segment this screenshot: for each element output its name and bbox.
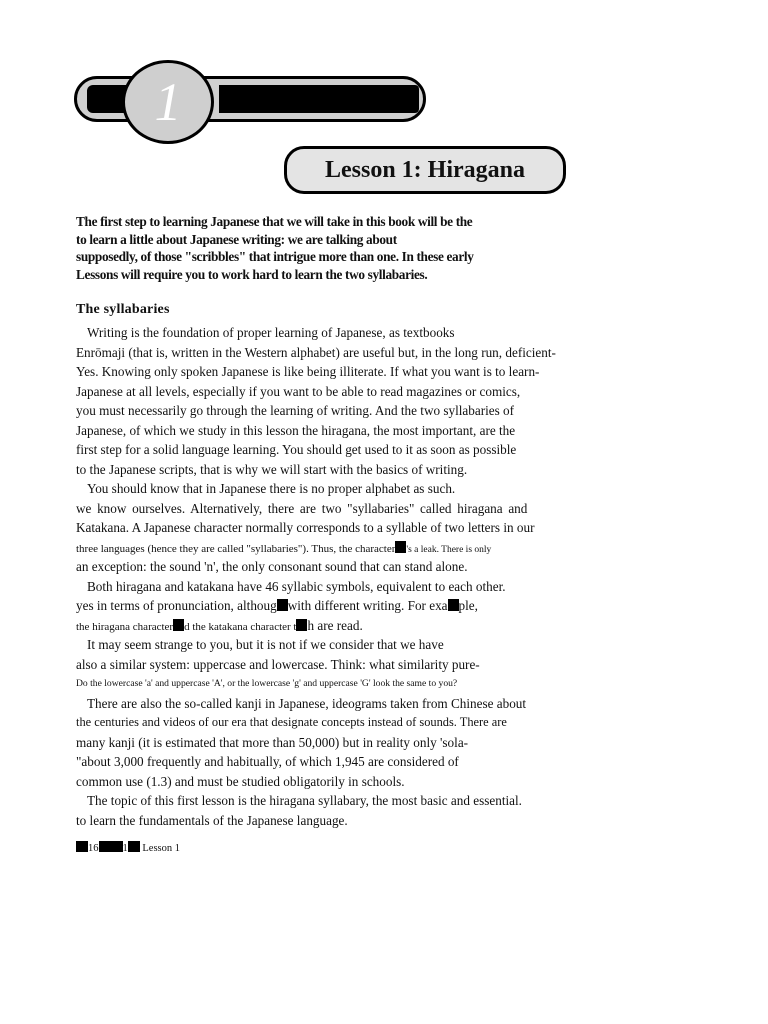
redaction-block — [395, 541, 406, 553]
body-line: common use (1.3) and must be studied obligatorily in schools. — [76, 773, 405, 789]
body-line: an exception: the sound 'n', the only consonant sound that can stand alone. — [76, 559, 468, 574]
body-line: Japanese at all levels, especially if you want to be able to read magazines or comics, — [76, 383, 521, 399]
body-line: you must necessarily go through the learning of writing. And the two syllabaries of — [76, 403, 515, 418]
body-line — [76, 616, 596, 636]
body-line: Yes. Knowing only spoken Japanese is like being illiterate. If what you want is to learn- — [76, 364, 540, 379]
redaction-block — [99, 841, 111, 852]
banner-bar-right — [219, 85, 419, 113]
body-line: It may seem strange to you, but it is not if we consider that we have — [87, 637, 444, 652]
body-segment: 's a leak. There is only — [406, 544, 492, 555]
body-line: first step for a solid language learning. You should get used to it as soon as possible — [76, 442, 517, 457]
body-line: You should know that in Japanese there is no proper alphabet as such. — [87, 481, 456, 496]
body-segment: h are read. — [307, 617, 363, 633]
body-line: Do the lowercase 'a' and uppercase 'A', or the lowercase 'g' and uppercase 'G' look the same to you? — [76, 678, 458, 689]
banner-bar-left — [87, 85, 127, 113]
body-text — [76, 323, 596, 830]
redaction-block — [128, 841, 140, 852]
body-line: to learn the fundamentals of the Japanese language. — [76, 812, 348, 828]
body-line: The topic of this first lesson is the hiragana syllabary, the most basic and essential. — [87, 793, 522, 808]
redaction-block — [76, 841, 88, 852]
lesson-title: Lesson 1: Hiragana — [284, 146, 566, 194]
body-line: There are also the so-called kanji in Japanese, ideograms taken from Chinese about — [87, 695, 527, 711]
body-segment: with different writing. For exa — [287, 598, 448, 613]
body-line: the centuries and videos of our era that designate concepts instead of sounds. There are — [76, 715, 507, 729]
body-line: Writing is the foundation of proper learning of Japanese, as textbooks — [87, 325, 455, 340]
intro-line: supposedly, of those "scribbles" that intrigue more than one. In these early — [76, 249, 474, 264]
body-line: Enrōmaji (that is, written in the Western alphabet) are useful but, in the long run, deficient- — [76, 344, 556, 360]
redaction-block — [277, 599, 288, 611]
body-line: Japanese, of which we study in this lesson the hiragana, the most important, are the — [76, 422, 516, 438]
body-line: also a similar system: uppercase and lowercase. Think: what similarity pure- — [76, 656, 480, 672]
body-segment: yes in terms of pronunciation, althoug — [76, 598, 277, 613]
body-line: to the Japanese scripts, that is why we will start with the basics of writing. — [76, 461, 468, 477]
chapter-number: 1 — [122, 60, 214, 144]
page-footer — [76, 841, 180, 854]
body-segment: three languages (hence they are called "syllabaries"). Thus, the character — [76, 542, 396, 555]
intro-paragraph — [76, 213, 496, 283]
redaction-block — [296, 619, 307, 631]
body-line — [76, 538, 596, 558]
body-line: we know ourselves. Alternatively, there are two "syllabaries" called hiragana and — [76, 500, 528, 516]
body-segment: d the katakana character t — [184, 620, 297, 633]
footer-mid: 1 — [122, 843, 128, 854]
redaction-block — [111, 841, 123, 852]
section-heading: The syllabaries — [76, 302, 170, 317]
body-line: many kanji (it is estimated that more than 50,000) but in reality only 'sola- — [76, 734, 469, 750]
body-line: Katakana. A Japanese character normally corresponds to a syllable of two letters in our — [76, 520, 535, 535]
body-line: Both hiragana and katakana have 46 syllabic symbols, equivalent to each other. — [87, 578, 506, 594]
body-segment: ple, — [458, 598, 478, 613]
footer-label: Lesson 1 — [142, 843, 180, 854]
body-segment: the hiragana character — [76, 620, 174, 633]
intro-line: The first step to learning Japanese that we will take in this book will be the — [76, 214, 473, 229]
body-line: "about 3,000 frequently and habitually, of which 1,945 are considered of — [76, 754, 459, 769]
redaction-block — [173, 619, 184, 631]
page-number: 16 — [88, 843, 99, 854]
body-line — [76, 596, 596, 616]
redaction-block — [448, 599, 459, 611]
intro-line: to learn a little about Japanese writing: we are talking about — [76, 231, 397, 247]
intro-line: Lessons will require you to work hard to learn the two syllabaries. — [76, 266, 428, 282]
